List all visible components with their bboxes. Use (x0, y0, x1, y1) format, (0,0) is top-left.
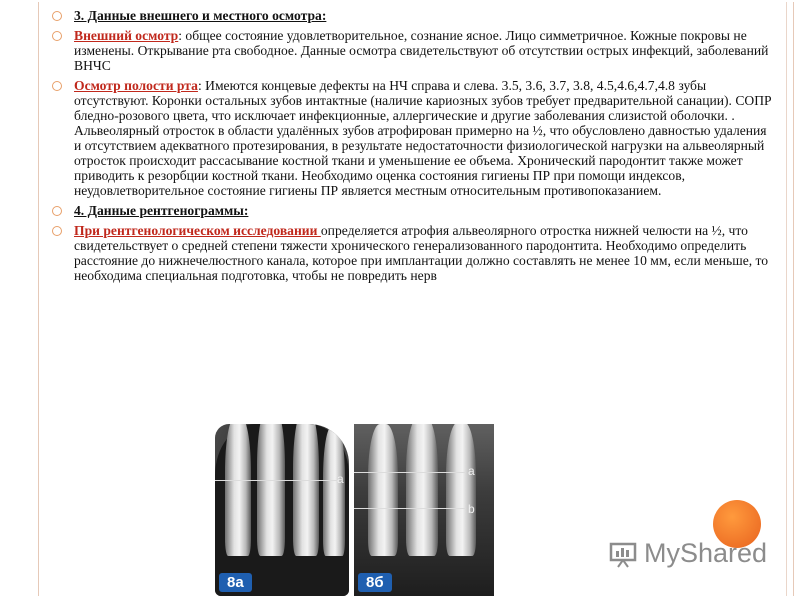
bullet-icon (52, 226, 62, 236)
label-xray: При рентгенологическом исследовании (74, 223, 321, 238)
watermark (608, 538, 767, 569)
text-external-exam: : общее состояние удовлетворительное, сознание ясное. Лицо симметричное. Кожные покровы не изменены. Открывание рта свободное. Данные осмотра свидетельствуют об отсутствии острых инфекций, заболеваний ВНЧС (74, 28, 769, 73)
xray-image-8a (215, 424, 349, 596)
xray-figure-8a (215, 424, 349, 596)
slide-content (52, 8, 774, 288)
section-heading-exam: 3. Данные внешнего и местного осмотра: (52, 8, 774, 23)
bullet-icon (52, 206, 62, 216)
text-xray: определяется атрофия альвеолярного отростка нижней челюсти на ½, что свидетельствует о средней степени тяжести хронического генерализованного пародонтита. Необходимо определить расстояние до нижнечелюстного канала, которое при имплантации должно составлять не менее 10 мм, если меньше, то необходима специальная подготовка, чтобы не повредить нерв (74, 223, 769, 283)
paragraph-oral-exam (52, 78, 774, 198)
figure-label-8b: 8б (358, 573, 392, 592)
watermark-text: MyShared (644, 538, 768, 568)
xray-figure-8b (354, 424, 494, 596)
xray-mark-a: a (337, 472, 344, 486)
figure-label-8a: 8а (219, 573, 252, 592)
bullet-icon (52, 11, 62, 21)
presentation-icon (608, 539, 638, 569)
xray-mark-b: b (468, 502, 475, 516)
xray-image-8b (354, 424, 494, 596)
paragraph-external-exam (52, 28, 774, 73)
xray-mark-a: a (468, 464, 475, 478)
bullet-icon (52, 31, 62, 41)
section-heading-xray: 4. Данные рентгенограммы: (52, 203, 774, 218)
paragraph-xray (52, 223, 774, 283)
bullet-icon (52, 81, 62, 91)
label-external-exam: Внешний осмотр (74, 28, 179, 43)
label-oral-exam: Осмотр полости рта (74, 78, 198, 93)
text-oral-exam: : Имеются концевые дефекты на НЧ справа и слева. 3.5, 3.6, 3.7, 3.8, 4.5,4.6,4.7,4.8 зубы отсутствуют. Коронки остальных зубов интактные (наличие кариозных зубов требует предварительной санации). СОПР бледно-розового цвета, что исключает инфекционные, аллергические и другие заболевания слизистой оболочки. . Альвеолярный отросток в области удалённых зубов атрофирован примерно на ½, что обусловлено давностью удаления и отсутствием адекватного протезирования, в результате недостаточности физиологической нагрузки на альвеолярный отросток происходит рассасывание костной ткани и уменьшение ее объема. Хронический пародонтит также может приводить к резорбции костной ткани. Необходимо оценка состояния гигиены ПР при помощи индексов, неудовлетворительное состояние гигиены ПР является местным относительным противопоказанием. (74, 78, 772, 198)
